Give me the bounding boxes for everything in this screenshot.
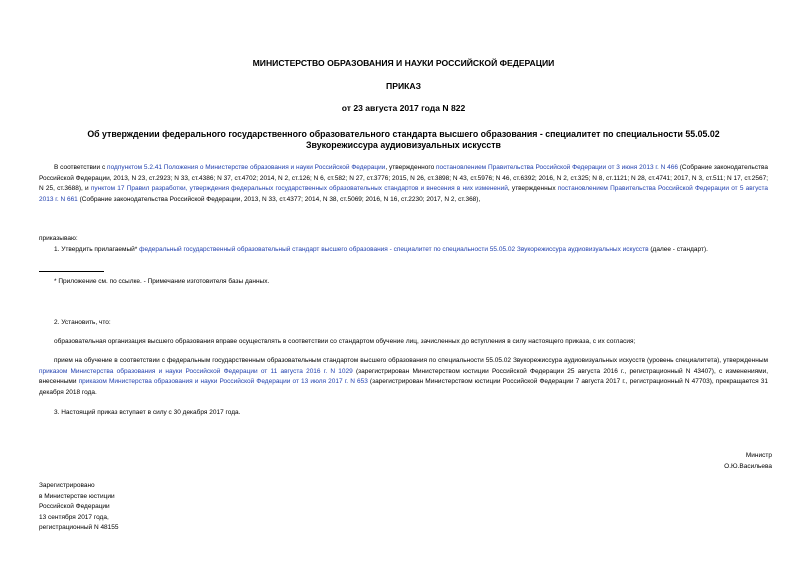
link-regulation-subclause[interactable]: подпунктом 5.2.41 Положения о Министерстве образования и науки Российской Федерации (107, 164, 386, 171)
item-2-paragraph-2 (39, 356, 768, 398)
preamble-text: (Собрание законодательства Российской Федерации, 2013, N 33, ст.4377; 2014, N 38, ст.5069; 2016, N 16, ст.2230; 2017, N 2, ст.368), (77, 195, 481, 203)
preamble-text: , утвержденного (385, 164, 437, 171)
item-3: 3. Настоящий приказ вступает в силу с 30 декабря 2017 года. (54, 409, 241, 416)
preamble-text: (Собрание законодательства Российской Федерации, 2013, N 23, ст.2923; N 33, ст.4386; N 37, ст.4702; 2014, N 2, ст.126; N 6, ст.582; N 27, ст.3776; 2015, N 26, ст.3898; N 43, ст.5976; N 46, ст.6392; 2016, N 2, ст.325; N 8, ст.1121; N 28, ст.4741; 2017, N 3, ст.511; N 17, ст.2567; N 25, ст.3688), и (39, 164, 768, 193)
registration-line: регистрационный N 48155 (39, 524, 119, 531)
date-number-heading: от 23 августа 2017 года N 822 (341, 103, 466, 113)
link-order-653[interactable]: приказом Министерства образования и науки Российской Федерации от 13 июля 2017 г. N 653 (78, 378, 368, 386)
preamble-text: , утвержденных (507, 185, 558, 193)
registration-line: в Министерстве юстиции (39, 493, 115, 500)
registration-line: 13 сентября 2017 года, (39, 514, 109, 521)
signature-name: О.Ю.Васильева (724, 463, 772, 470)
link-educational-standard[interactable]: федеральный государственный образовательный стандарт высшего образования - специалитет по специальности 55.05.02 Звукорежиссура аудиовизуальных искусств (139, 246, 649, 253)
item-2-text: прием на обучение в соответствии с федеральным государственным образовательным стандартом высшего образования по специальности 55.05.02 Звукорежиссура аудиовизуальных искусств (уровень специалитета), утвержденным (54, 357, 768, 364)
link-order-1029[interactable]: приказом Министерства образования и науки Российской Федерации от 11 августа 2016 г. N 1029 (39, 367, 353, 375)
item-1-paragraph (39, 245, 768, 256)
item-1-text: (далее - стандарт). (648, 246, 708, 253)
preamble-text: В соответствии с (54, 164, 108, 171)
item-2-paragraph-1: образовательная организация высшего образования вправе осуществлять в соответствии со стандартом обучение лиц, зачисленных до вступления в силу настоящего приказа, с их согласия; (54, 338, 636, 345)
item-2-heading: 2. Установить, что: (54, 319, 111, 326)
link-government-decree-466[interactable]: постановлением Правительства Российской Федерации от 3 июня 2013 г. N 466 (436, 164, 678, 171)
link-rules-item-17[interactable]: пунктом 17 Правил разработки, утверждения федеральных государственных образовательных стандартов и внесения в них изменений (90, 185, 508, 193)
registration-line: Зарегистрировано (39, 482, 95, 489)
order-word: приказываю: (39, 235, 78, 242)
item-2-text: (зарегистрирован Министерством юстиции Российской Федерации 7 августа 2017 г., регистрационный N 47703), прекращается 31 декабря 2018 года. (39, 378, 768, 396)
document-title: Об утверждении федерального государственного образовательного стандарта высшего образования - специалитет по специальности 55.05.02 Звукорежиссура аудиовизуальных искусств (87, 129, 720, 150)
ministry-heading: МИНИСТЕРСТВО ОБРАЗОВАНИЯ И НАУКИ РОССИЙСКОЙ ФЕДЕРАЦИИ (252, 58, 555, 68)
item-1-text: 1. Утвердить прилагаемый* (54, 246, 140, 253)
signature-role: Министр (745, 452, 772, 459)
footnote-divider (39, 271, 104, 272)
link-government-decree-661[interactable]: постановлением Правительства Российской Федерации от 5 августа 2013 г. N 661 (39, 185, 769, 203)
preamble-paragraph (39, 163, 768, 205)
footnote: * Приложение см. по ссылке. - Примечание изготовителя базы данных. (54, 278, 270, 285)
doc-type-heading: ПРИКАЗ (386, 81, 421, 91)
item-2-text: (зарегистрирован Министерством юстиции Российской Федерации 25 августа 2016 г., регистрационный N 43407), с изменениями, внесенными (39, 367, 769, 386)
registration-line: Российской Федерации (39, 503, 110, 510)
